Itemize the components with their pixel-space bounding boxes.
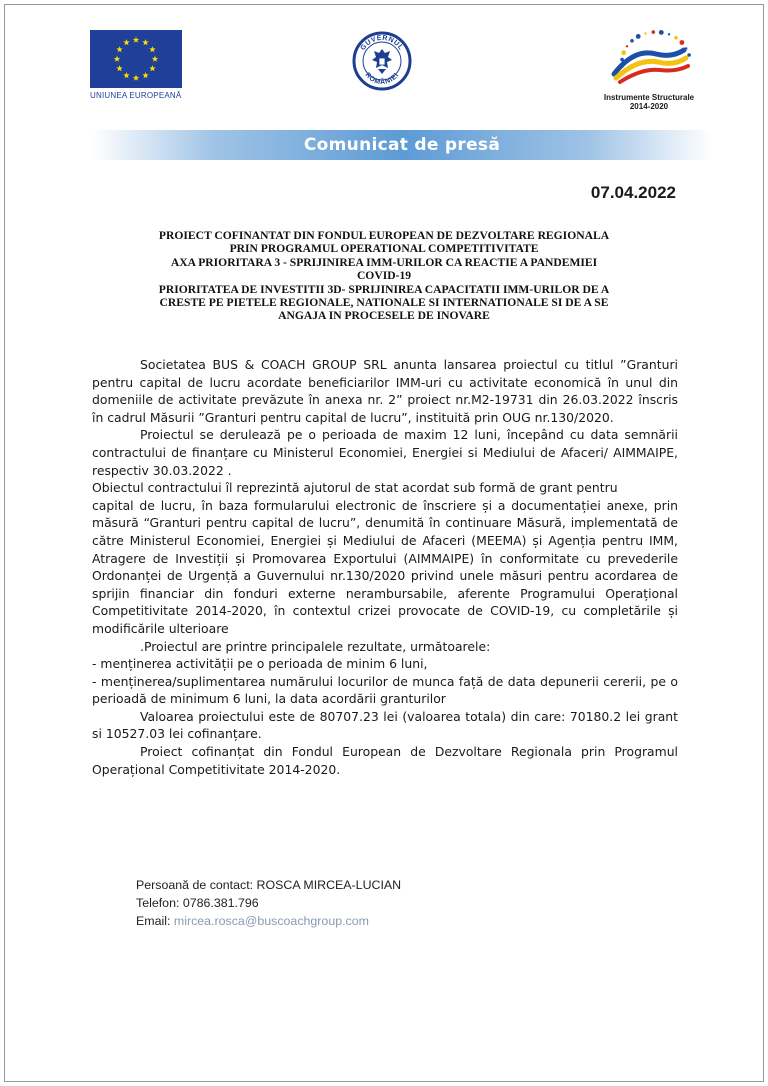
eu-star-icon	[123, 39, 129, 45]
government-logo	[352, 31, 412, 91]
project-heading	[92, 229, 676, 323]
is-caption-line2: 2014-2020	[629, 102, 669, 111]
paragraph-object: capital de lucru, în baza formularului electronic de înscriere și a documentației anexe, prin măsură “Granturi pentru capital de lucru”, denumită în continuare Măsură, implementată de către Ministerul Economiei, Energiei și Mediului de Afaceri (MEEMA) și Agenția pentru IMM, Atragere de Investiții și Promovarea Exportului (AIMMAIPE) în conformitate cu prevederile Ordonanței de Urgență a Guvernului nr.130/2020 privind unele măsuri pentru acordarea de sprijin financiar din fonduri externe nerambursabile, aferente Programului Operațional Competitivitate 2014-2020, în contextul crizei provocate de COVID-19, cu completările și modificările ulterioare	[92, 497, 678, 636]
eu-star-icon	[149, 65, 155, 71]
decorative-dot-icon	[674, 36, 678, 40]
gov-text-bottom: ROMÂNIEI	[363, 71, 401, 87]
eu-star-icon	[116, 65, 122, 71]
eu-star-icon	[152, 56, 158, 62]
heading-line: COVID-19	[356, 269, 412, 283]
press-release-body	[92, 356, 678, 778]
decorative-dot-icon	[659, 30, 664, 35]
paragraph-value: Valoarea proiectului este de 80707.23 lei (valoarea totala) din care: 70180.2 lei grant si 10527.03 lei cofinanțare.	[92, 708, 678, 742]
decorative-dot-icon	[621, 50, 626, 55]
heading-line: PROIECT COFINANTAT DIN FONDUL EUROPEAN DE DEZVOLTARE REGIONALA	[158, 229, 610, 242]
heading-line: AXA PRIORITARA 3 - SPRIJINIREA IMM-URILOR CA REACTIE A PANDEMIEI	[170, 255, 598, 269]
contact-phone: 0786.381.796	[182, 896, 259, 910]
eu-star-icon	[142, 72, 148, 78]
eu-star-icon	[133, 75, 139, 81]
result-item: - menținerea/suplimentarea numărului locurilor de munca față de data depunerii cererii, pe o perioadă de minimum 6 luni, la data acordării granturilor	[92, 673, 678, 707]
gov-text-top: GUVERNUL	[359, 34, 405, 52]
eu-flag-icon	[90, 30, 182, 88]
is-caption-line1: Instrumente Structurale	[603, 93, 695, 102]
instrumente-structurale-logo	[594, 28, 704, 111]
decorative-dot-icon	[668, 33, 670, 35]
heading-line: CRESTE PE PIETELE REGIONALE, NATIONALE SI INTERNATIONALE SI DE A SE	[159, 296, 609, 310]
paragraph-object-intro: Obiectul contractului îl reprezintă ajutorul de stat acordat sub formă de grant pentru	[92, 480, 618, 496]
eu-caption: UNIUNEA EUROPEANĂ	[90, 91, 182, 100]
contact-person-name: ROSCA MIRCEA-LUCIAN	[256, 878, 402, 892]
decorative-dot-icon	[687, 53, 691, 57]
eu-star-icon	[149, 46, 155, 52]
eu-star-icon	[123, 72, 129, 78]
contact-phone-row	[136, 894, 401, 912]
heading-line: ANGAJA IN PROCESELE DE INOVARE	[278, 309, 490, 323]
paragraph-cofinancing: Proiect cofinanțat din Fondul European de Dezvoltare Regionala prin Programul Operațional Competitivitate 2014-2020.	[92, 744, 678, 777]
decorative-dot-icon	[636, 34, 641, 39]
result-item: - menținerea activității pe o perioada de minim 6 luni,	[92, 656, 428, 672]
paragraph-results-intro: .Proiectul are printre principalele rezultate, următoarele:	[140, 638, 491, 654]
press-release-banner	[92, 130, 712, 160]
contact-block	[136, 876, 401, 930]
paragraph-announcement: Societatea BUS & COACH GROUP SRL anunta lansarea proiectul cu titlul ”Granturi pentru capital de lucru acordate beneficiarilor IMM-uri cu activitate economică în unul din domeniile de activitate prevăzute în anexa nr. 2” proiect nr.M2-19731 din 26.03.2022 înscris în cadrul Măsurii ”Granturi pentru capital de lucru”, instituită prin OUG nr.130/2020.	[92, 357, 678, 425]
eu-star-icon	[116, 46, 122, 52]
decorative-dot-icon	[644, 32, 646, 34]
decorative-dot-icon	[626, 45, 628, 47]
heading-line: PRIORITATEA DE INVESTITII 3D- SPRIJINIREA CAPACITATII IMM-URILOR DE A	[158, 282, 610, 296]
contact-person-label: Persoană de contact:	[136, 878, 257, 892]
paragraph-duration: Proiectul se derulează pe o perioada de maxim 12 luni, începând cu data semnării contractului de finanțare cu Ministerul Economiei, Energiei si Mediului de Afaceri/ AIMMAIPE, respectiv 30.03.2022 .	[92, 427, 678, 478]
release-date: 07.04.2022	[590, 183, 676, 202]
eagle-icon	[372, 49, 392, 74]
structural-instruments-icon	[594, 28, 704, 88]
eu-star-icon	[114, 56, 120, 62]
banner-title: Comunicat de presă	[303, 135, 501, 155]
decorative-dot-icon	[652, 30, 656, 34]
contact-email-label: Email:	[136, 914, 174, 928]
eu-logo	[90, 30, 186, 100]
eu-star-icon	[142, 39, 148, 45]
contact-email-row	[136, 912, 401, 930]
eu-star-icon	[133, 37, 139, 43]
contact-person-row	[136, 876, 401, 894]
decorative-dot-icon	[630, 39, 634, 43]
decorative-dot-icon	[680, 40, 685, 45]
contact-phone-label: Telefon:	[136, 896, 183, 910]
heading-line: PRIN PROGRAMUL OPERATIONAL COMPETITIVITATE	[229, 242, 539, 256]
contact-email-link[interactable]: mircea.rosca@buscoachgroup.com	[173, 914, 369, 928]
